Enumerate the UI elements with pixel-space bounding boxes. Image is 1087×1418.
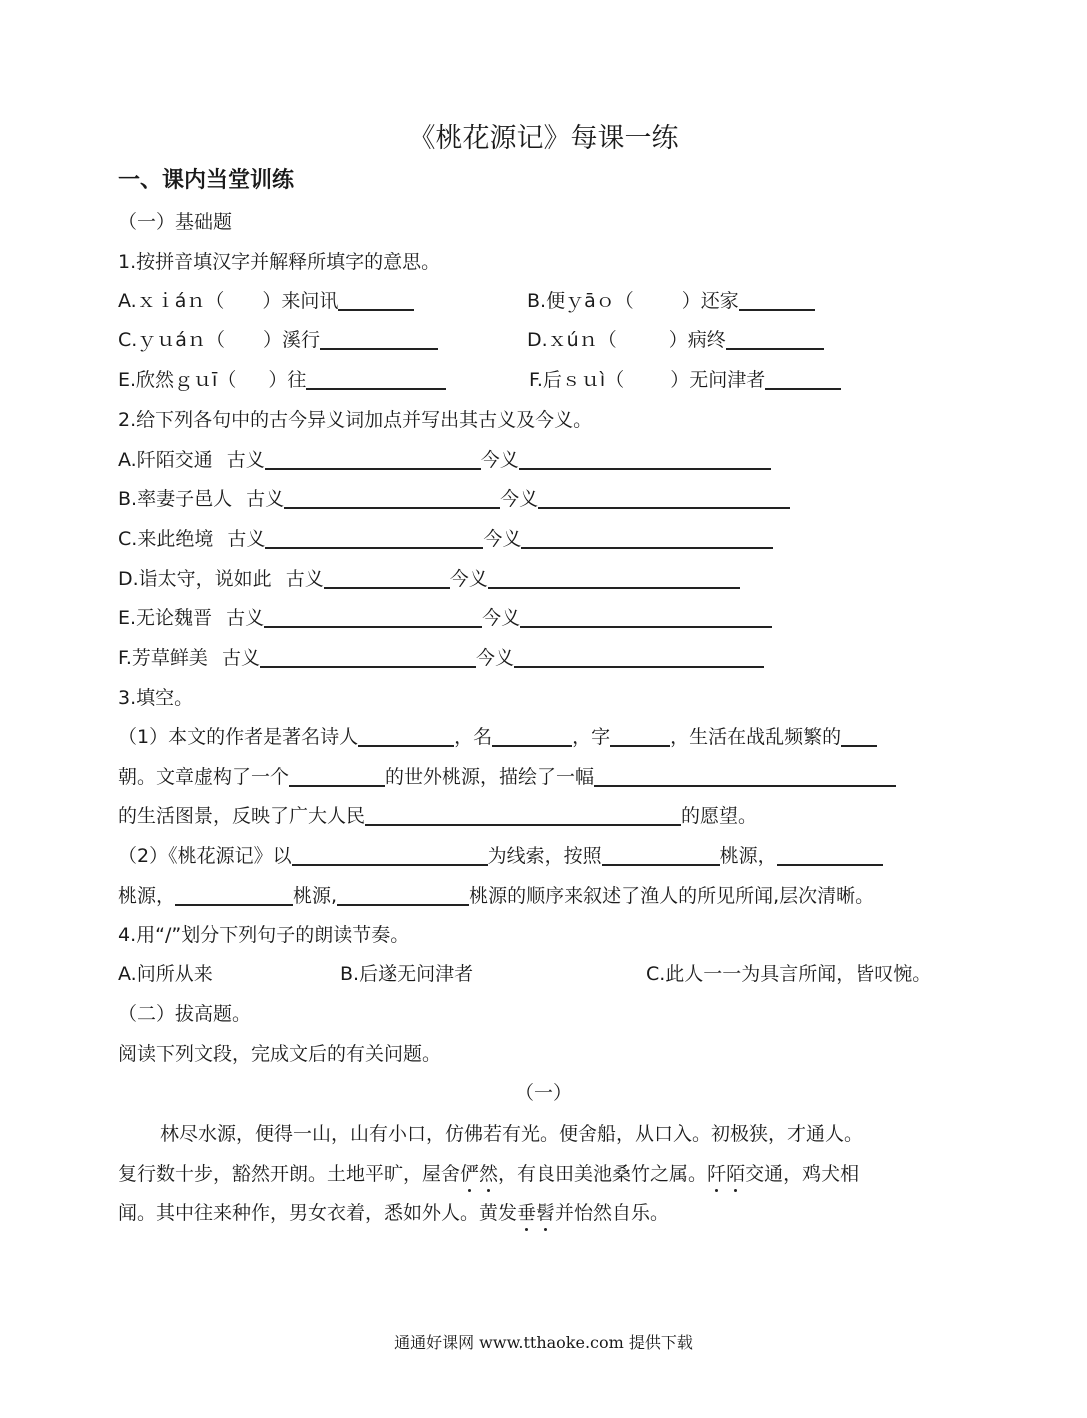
q2-gu-label: 古义	[221, 647, 260, 669]
q1-e-label: E.欣然ｇｕī（	[118, 369, 237, 391]
q2-letter: F.	[118, 647, 132, 669]
q2-row	[118, 645, 764, 671]
q2-jin-label: 今义	[482, 607, 521, 629]
subsection-basic: （一）基础题	[118, 211, 233, 233]
section-heading: 一、课内当堂训练	[118, 168, 295, 193]
page-title: 《桃花源记》每课一练	[408, 123, 679, 154]
q3-text: 的世外桃源，描绘了一幅	[385, 766, 595, 788]
q3-text: 朝。文章虚构了一个	[118, 766, 290, 788]
q1-d-close: ）病终	[668, 329, 726, 351]
dotted-word: 俨然	[460, 1163, 499, 1185]
answer-blank[interactable]	[488, 567, 740, 589]
answer-blank[interactable]	[365, 804, 681, 826]
q4-item-a: A.问所从来	[118, 963, 213, 985]
q3-text: ，名	[454, 726, 493, 748]
q4-item-c: C.此人一一为具言所闻，皆叹惋。	[646, 963, 932, 985]
passage-text: 闻。其中往来种作，男女衣着，悉如外人。黄发	[118, 1202, 518, 1224]
passage-text: ，有良田美池桑竹之属。	[498, 1163, 708, 1185]
answer-blank[interactable]	[260, 646, 476, 668]
q1-item-f	[529, 367, 841, 393]
q3-line-3	[118, 803, 757, 829]
reading-prompt: 阅读下列文段，完成文后的有关问题。	[118, 1043, 442, 1065]
answer-blank[interactable]	[175, 884, 293, 906]
q1-item-e	[118, 367, 446, 393]
q2-row	[118, 447, 771, 473]
q2-gu-label: 古义	[246, 488, 285, 510]
q1-a-close: ）来问讯	[262, 290, 339, 312]
subsection-advanced: （二）拔高题。	[118, 1003, 252, 1025]
q2-jin-label: 今义	[480, 449, 519, 471]
answer-blank[interactable]	[338, 289, 414, 311]
q2-phrase: 芳草鲜美	[131, 647, 208, 669]
answer-blank[interactable]	[324, 567, 450, 589]
answer-blank[interactable]	[284, 487, 500, 509]
answer-blank[interactable]	[841, 725, 877, 747]
q2-row	[118, 486, 790, 512]
answer-blank[interactable]	[726, 328, 824, 350]
q3-line-5	[118, 883, 874, 909]
q3-text: （1）本文的作者是著名诗人	[118, 726, 359, 748]
passage-line-1: 林尽水源，便得一山，山有小口，仿佛若有光。便舍船，从口入。初极狭，才通人。	[160, 1123, 864, 1145]
answer-blank[interactable]	[739, 289, 815, 311]
answer-blank[interactable]	[521, 527, 773, 549]
q3-text: 桃源，	[719, 845, 777, 867]
q2-gu-label: 古义	[285, 568, 324, 590]
q1-a-label: A.ｘｉáｎ（	[118, 290, 225, 312]
passage-number: （一）	[514, 1082, 572, 1104]
answer-blank[interactable]	[358, 725, 454, 747]
q1-b-close: ）还家	[681, 290, 739, 312]
q2-phrase: 无论魏晋	[136, 607, 213, 629]
answer-blank[interactable]	[519, 448, 771, 470]
q2-gu-label: 古义	[227, 528, 266, 550]
q2-prompt: 2.给下列各句中的古今异义词加点并写出其古义及今义。	[118, 409, 593, 431]
passage-text: 交通，鸡犬相	[745, 1163, 860, 1185]
q3-text: 的愿望。	[681, 805, 758, 827]
q1-item-b	[527, 288, 815, 314]
answer-blank[interactable]	[610, 725, 670, 747]
passage-line-2	[118, 1161, 859, 1187]
q2-phrase: 阡陌交通	[136, 449, 213, 471]
q1-item-a	[118, 288, 414, 314]
q2-gu-label: 古义	[226, 449, 265, 471]
answer-blank[interactable]	[492, 725, 572, 747]
q1-c-close: ）溪行	[262, 329, 320, 351]
q2-letter: A.	[118, 449, 137, 471]
q1-e-close: ）往	[268, 369, 307, 391]
q2-row	[118, 605, 772, 631]
answer-blank[interactable]	[777, 844, 883, 866]
q3-prompt: 3.填空。	[118, 687, 194, 709]
q1-f-label: F.后ｓｕì（	[529, 369, 625, 391]
q2-letter: D.	[118, 568, 139, 590]
q3-text: ，生活在战乱频繁的	[670, 726, 842, 748]
passage-text: 并怡然自乐。	[555, 1202, 670, 1224]
q2-phrase: 来此绝境	[137, 528, 214, 550]
answer-blank[interactable]	[594, 765, 896, 787]
answer-blank[interactable]	[765, 368, 841, 390]
q1-d-label: D.ｘúｎ（	[527, 329, 617, 351]
q3-text: 的生活图景，反映了广大人民	[118, 805, 366, 827]
q3-text: ，字	[572, 726, 611, 748]
q3-text: 桃源,	[293, 885, 338, 907]
q1-item-d	[527, 327, 824, 353]
q3-text: （2）《桃花源记》以	[118, 845, 292, 867]
q3-line-2	[118, 764, 896, 790]
q2-gu-label: 古义	[226, 607, 265, 629]
answer-blank[interactable]	[602, 844, 720, 866]
q2-letter: C.	[118, 528, 138, 550]
q1-f-close: ）无问津者	[670, 369, 766, 391]
answer-blank[interactable]	[265, 527, 483, 549]
q1-b-label: B.便ｙāｏ（	[527, 290, 634, 312]
q2-row	[118, 566, 740, 592]
q1-prompt: 1.按拼音填汉字并解释所填字的意思。	[118, 251, 441, 273]
q2-jin-label: 今义	[483, 528, 522, 550]
q3-text: 桃源，	[118, 885, 176, 907]
passage-line-3	[118, 1200, 669, 1226]
q2-phrase: 率妻子邑人	[137, 488, 233, 510]
q2-letter: B.	[118, 488, 138, 510]
q4-prompt: 4.用“/”划分下列句子的朗读节奏。	[118, 924, 410, 946]
dotted-word: 垂髫	[517, 1202, 556, 1224]
dotted-word: 阡陌	[707, 1163, 746, 1185]
q3-line-1	[118, 724, 877, 750]
q3-text: 桃源的顺序来叙述了渔人的所见所闻,层次清晰。	[469, 885, 875, 907]
passage-text: 复行数十步，豁然开朗。土地平旷，屋舍	[118, 1163, 461, 1185]
answer-blank[interactable]	[292, 844, 488, 866]
answer-blank[interactable]	[337, 884, 469, 906]
q2-letter: E.	[118, 607, 137, 629]
q3-text: 为线索，按照	[487, 845, 602, 867]
page-footer: 通通好课网 www.tthaoke.com 提供下载	[394, 1333, 693, 1352]
q3-line-4	[118, 843, 883, 869]
answer-blank[interactable]	[264, 606, 482, 628]
q2-jin-label: 今义	[475, 647, 514, 669]
q2-jin-label: 今义	[500, 488, 539, 510]
answer-blank[interactable]	[520, 606, 772, 628]
q2-phrase: 诣太守，说如此	[138, 568, 272, 590]
q1-item-c	[118, 327, 438, 353]
answer-blank[interactable]	[514, 646, 764, 668]
q2-jin-label: 今义	[449, 568, 488, 590]
answer-blank[interactable]	[320, 328, 438, 350]
q1-c-label: C.ｙｕáｎ（	[118, 329, 225, 351]
answer-blank[interactable]	[289, 765, 385, 787]
answer-blank[interactable]	[538, 487, 790, 509]
q2-row	[118, 526, 773, 552]
q4-item-b: B.后遂无问津者	[340, 963, 474, 985]
answer-blank[interactable]	[265, 448, 481, 470]
answer-blank[interactable]	[306, 368, 446, 390]
